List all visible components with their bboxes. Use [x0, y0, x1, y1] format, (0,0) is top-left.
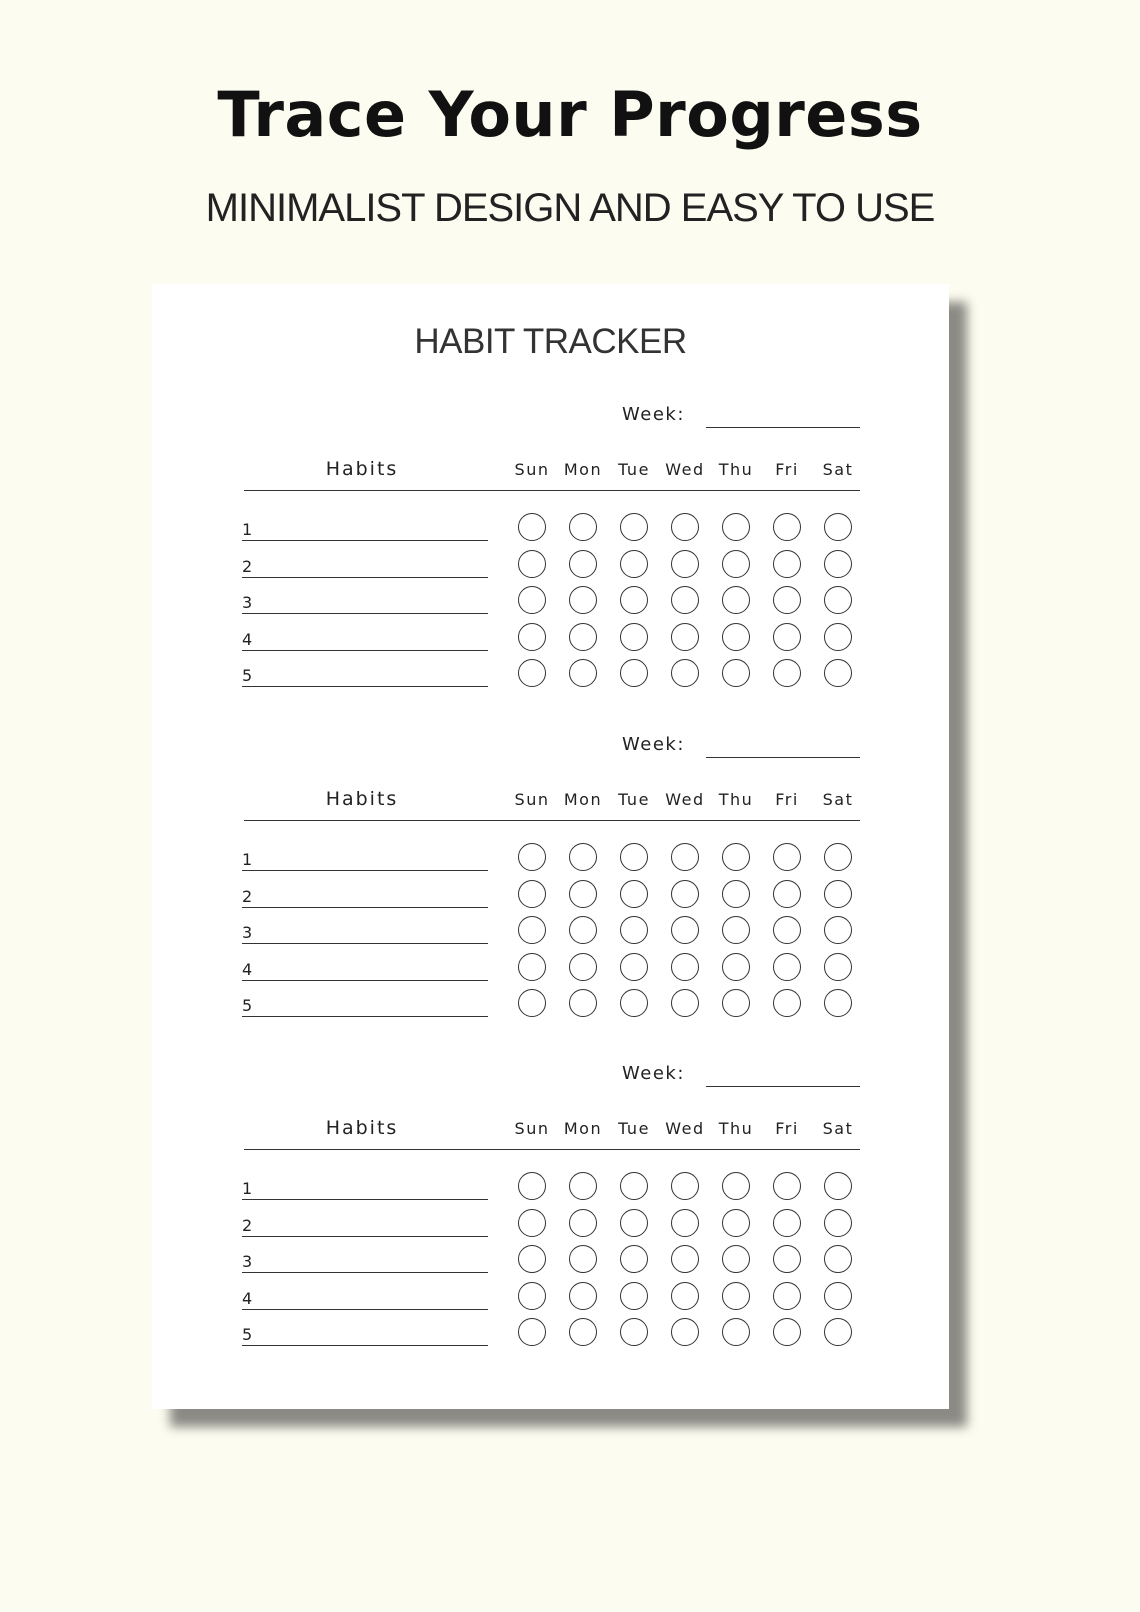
habit-checkbox-circle[interactable] [773, 989, 801, 1017]
habit-checkbox-circle[interactable] [518, 953, 546, 981]
habit-row[interactable] [242, 1279, 488, 1310]
habit-row[interactable] [242, 547, 488, 578]
day-header-sat: Sat [822, 1119, 854, 1138]
habit-checkbox-circle[interactable] [620, 623, 648, 651]
day-header-tue: Tue [618, 1119, 650, 1138]
habit-row[interactable] [242, 1206, 488, 1237]
habit-checkbox-circle[interactable] [773, 1172, 801, 1200]
habit-checkbox-circle[interactable] [518, 843, 546, 871]
habit-number: 1 [242, 850, 253, 869]
habit-checkbox-circle[interactable] [620, 916, 648, 944]
habit-row[interactable] [242, 620, 488, 651]
habit-checkbox-circle[interactable] [671, 989, 699, 1017]
habit-checkbox-circle[interactable] [620, 513, 648, 541]
habit-checkbox-circle[interactable] [773, 623, 801, 651]
week-section-1 [152, 404, 949, 704]
habit-checkbox-circle[interactable] [773, 659, 801, 687]
habit-checkbox-circle[interactable] [773, 916, 801, 944]
habit-checkbox-circle[interactable] [824, 880, 852, 908]
habit-row[interactable] [242, 840, 488, 871]
day-header-mon: Mon [563, 1119, 603, 1138]
day-header-thu: Thu [718, 460, 754, 479]
habit-checkbox-circle[interactable] [569, 1245, 597, 1273]
habits-column-header: Habits [325, 788, 399, 810]
habit-checkbox-circle[interactable] [518, 1172, 546, 1200]
habit-checkbox-circle[interactable] [620, 659, 648, 687]
habit-checkbox-circle[interactable] [773, 953, 801, 981]
habits-column-header: Habits [325, 458, 399, 480]
habit-checkbox-circle[interactable] [671, 1172, 699, 1200]
day-header-mon: Mon [563, 790, 603, 809]
habit-checkbox-circle[interactable] [722, 953, 750, 981]
habit-number: 5 [242, 996, 253, 1015]
habit-checkbox-circle[interactable] [569, 953, 597, 981]
habit-checkbox-circle[interactable] [824, 586, 852, 614]
habit-number: 3 [242, 1252, 253, 1271]
habit-checkbox-circle[interactable] [824, 623, 852, 651]
day-header-wed: Wed [665, 460, 705, 479]
habit-checkbox-circle[interactable] [773, 1318, 801, 1346]
habit-checkbox-circle[interactable] [722, 880, 750, 908]
habit-checkbox-circle[interactable] [518, 916, 546, 944]
day-header-thu: Thu [718, 790, 754, 809]
habit-checkbox-circle[interactable] [620, 1245, 648, 1273]
habit-checkbox-circle[interactable] [671, 880, 699, 908]
habit-checkbox-circle[interactable] [773, 586, 801, 614]
habit-checkbox-circle[interactable] [722, 623, 750, 651]
habit-checkbox-circle[interactable] [569, 989, 597, 1017]
habit-checkbox-circle[interactable] [518, 1318, 546, 1346]
habit-checkbox-circle[interactable] [773, 843, 801, 871]
habit-checkbox-circle[interactable] [620, 1318, 648, 1346]
habit-checkbox-circle[interactable] [620, 880, 648, 908]
habit-checkbox-circle[interactable] [671, 623, 699, 651]
habit-checkbox-circle[interactable] [824, 953, 852, 981]
week-input-line[interactable] [706, 757, 860, 758]
habit-checkbox-circle[interactable] [569, 843, 597, 871]
habit-checkbox-circle[interactable] [569, 1172, 597, 1200]
habit-checkbox-circle[interactable] [569, 513, 597, 541]
habit-checkbox-circle[interactable] [671, 1245, 699, 1273]
habit-checkbox-circle[interactable] [824, 513, 852, 541]
habit-checkbox-circle[interactable] [824, 1318, 852, 1346]
habit-checkbox-circle[interactable] [722, 1245, 750, 1273]
header-divider [244, 490, 860, 491]
habit-checkbox-circle[interactable] [824, 659, 852, 687]
habit-checkbox-circle[interactable] [671, 916, 699, 944]
habit-checkbox-circle[interactable] [518, 659, 546, 687]
habit-checkbox-circle[interactable] [620, 1172, 648, 1200]
habit-checkbox-circle[interactable] [518, 550, 546, 578]
habit-checkbox-circle[interactable] [569, 623, 597, 651]
habit-row[interactable] [242, 1315, 488, 1346]
habit-checkbox-circle[interactable] [620, 989, 648, 1017]
habit-checkbox-circle[interactable] [722, 843, 750, 871]
habit-checkbox-circle[interactable] [620, 550, 648, 578]
habit-number: 4 [242, 1288, 253, 1308]
habit-checkbox-circle[interactable] [569, 1282, 597, 1310]
habit-number: 2 [242, 886, 253, 906]
habit-number: 1 [242, 1179, 253, 1198]
habit-checkbox-circle[interactable] [773, 880, 801, 908]
habit-checkbox-circle[interactable] [671, 1282, 699, 1310]
habit-checkbox-circle[interactable] [569, 586, 597, 614]
day-header-sun: Sun [514, 790, 550, 809]
habit-checkbox-circle[interactable] [824, 1245, 852, 1273]
header-divider [244, 820, 860, 821]
day-header-tue: Tue [618, 790, 650, 809]
habit-checkbox-circle[interactable] [773, 1245, 801, 1273]
habit-checkbox-circle[interactable] [620, 586, 648, 614]
subheadline: MINIMALIST DESIGN AND EASY TO USE [205, 186, 935, 230]
habit-tracker-sheet [152, 284, 949, 1409]
habit-checkbox-circle[interactable] [824, 1282, 852, 1310]
habit-checkbox-circle[interactable] [722, 916, 750, 944]
habit-number: 4 [242, 959, 253, 979]
habit-checkbox-circle[interactable] [518, 513, 546, 541]
habit-number: 1 [242, 520, 253, 539]
habit-checkbox-circle[interactable] [671, 953, 699, 981]
habit-checkbox-circle[interactable] [671, 513, 699, 541]
day-header-sat: Sat [822, 790, 854, 809]
habit-checkbox-circle[interactable] [773, 513, 801, 541]
habit-checkbox-circle[interactable] [518, 586, 546, 614]
habit-checkbox-circle[interactable] [722, 659, 750, 687]
habit-checkbox-circle[interactable] [824, 843, 852, 871]
week-section-2 [152, 734, 949, 1034]
habit-checkbox-circle[interactable] [620, 953, 648, 981]
habit-checkbox-circle[interactable] [620, 1209, 648, 1237]
day-header-fri: Fri [775, 460, 799, 479]
day-header-wed: Wed [665, 790, 705, 809]
habit-number: 4 [242, 629, 253, 649]
habit-number: 5 [242, 666, 253, 685]
habit-checkbox-circle[interactable] [722, 1318, 750, 1346]
habit-checkbox-circle[interactable] [722, 513, 750, 541]
habit-checkbox-circle[interactable] [824, 916, 852, 944]
sheet-title: HABIT TRACKER [414, 322, 687, 361]
habit-checkbox-circle[interactable] [824, 1209, 852, 1237]
habit-checkbox-circle[interactable] [518, 989, 546, 1017]
week-input-line[interactable] [706, 1086, 860, 1087]
headline: Trace Your Progress [217, 78, 923, 151]
habit-number: 2 [242, 556, 253, 576]
week-label: Week: [622, 1063, 685, 1084]
habit-checkbox-circle[interactable] [722, 586, 750, 614]
habit-checkbox-circle[interactable] [824, 989, 852, 1017]
habit-checkbox-circle[interactable] [671, 843, 699, 871]
habit-checkbox-circle[interactable] [671, 550, 699, 578]
habit-checkbox-circle[interactable] [773, 1282, 801, 1310]
habit-checkbox-circle[interactable] [569, 550, 597, 578]
day-header-sun: Sun [514, 460, 550, 479]
habit-checkbox-circle[interactable] [824, 1172, 852, 1200]
habit-row[interactable] [242, 510, 488, 541]
habit-row[interactable] [242, 583, 488, 614]
habit-checkbox-circle[interactable] [620, 1282, 648, 1310]
day-header-tue: Tue [618, 460, 650, 479]
habit-row[interactable] [242, 1169, 488, 1200]
habit-checkbox-circle[interactable] [722, 1172, 750, 1200]
week-label: Week: [622, 734, 685, 755]
habit-checkbox-circle[interactable] [671, 1209, 699, 1237]
habit-checkbox-circle[interactable] [518, 880, 546, 908]
habit-row[interactable] [242, 656, 488, 687]
habit-number: 2 [242, 1215, 253, 1235]
habit-checkbox-circle[interactable] [518, 1245, 546, 1273]
habit-row[interactable] [242, 913, 488, 944]
habit-checkbox-circle[interactable] [569, 880, 597, 908]
habit-checkbox-circle[interactable] [569, 659, 597, 687]
habit-row[interactable] [242, 1242, 488, 1273]
habit-checkbox-circle[interactable] [671, 586, 699, 614]
habit-checkbox-circle[interactable] [722, 1209, 750, 1237]
habit-row[interactable] [242, 877, 488, 908]
habit-row[interactable] [242, 950, 488, 981]
day-header-thu: Thu [718, 1119, 754, 1138]
habits-column-header: Habits [325, 1117, 399, 1139]
habit-checkbox-circle[interactable] [722, 1282, 750, 1310]
day-header-wed: Wed [665, 1119, 705, 1138]
habit-checkbox-circle[interactable] [620, 843, 648, 871]
day-header-mon: Mon [563, 460, 603, 479]
habit-number: 3 [242, 593, 253, 612]
habit-checkbox-circle[interactable] [722, 989, 750, 1017]
habit-checkbox-circle[interactable] [773, 1209, 801, 1237]
day-header-sun: Sun [514, 1119, 550, 1138]
habit-checkbox-circle[interactable] [518, 623, 546, 651]
week-section-3 [152, 1063, 949, 1363]
habit-checkbox-circle[interactable] [824, 550, 852, 578]
week-label: Week: [622, 404, 685, 425]
day-header-sat: Sat [822, 460, 854, 479]
habit-checkbox-circle[interactable] [569, 1209, 597, 1237]
habit-checkbox-circle[interactable] [722, 550, 750, 578]
habit-checkbox-circle[interactable] [569, 1318, 597, 1346]
day-header-fri: Fri [775, 790, 799, 809]
habit-checkbox-circle[interactable] [518, 1209, 546, 1237]
habit-checkbox-circle[interactable] [518, 1282, 546, 1310]
day-header-fri: Fri [775, 1119, 799, 1138]
habit-checkbox-circle[interactable] [671, 1318, 699, 1346]
habit-number: 3 [242, 923, 253, 942]
habit-number: 5 [242, 1325, 253, 1344]
week-input-line[interactable] [706, 427, 860, 428]
habit-row[interactable] [242, 986, 488, 1017]
habit-checkbox-circle[interactable] [569, 916, 597, 944]
habit-checkbox-circle[interactable] [773, 550, 801, 578]
header-divider [244, 1149, 860, 1150]
habit-checkbox-circle[interactable] [671, 659, 699, 687]
